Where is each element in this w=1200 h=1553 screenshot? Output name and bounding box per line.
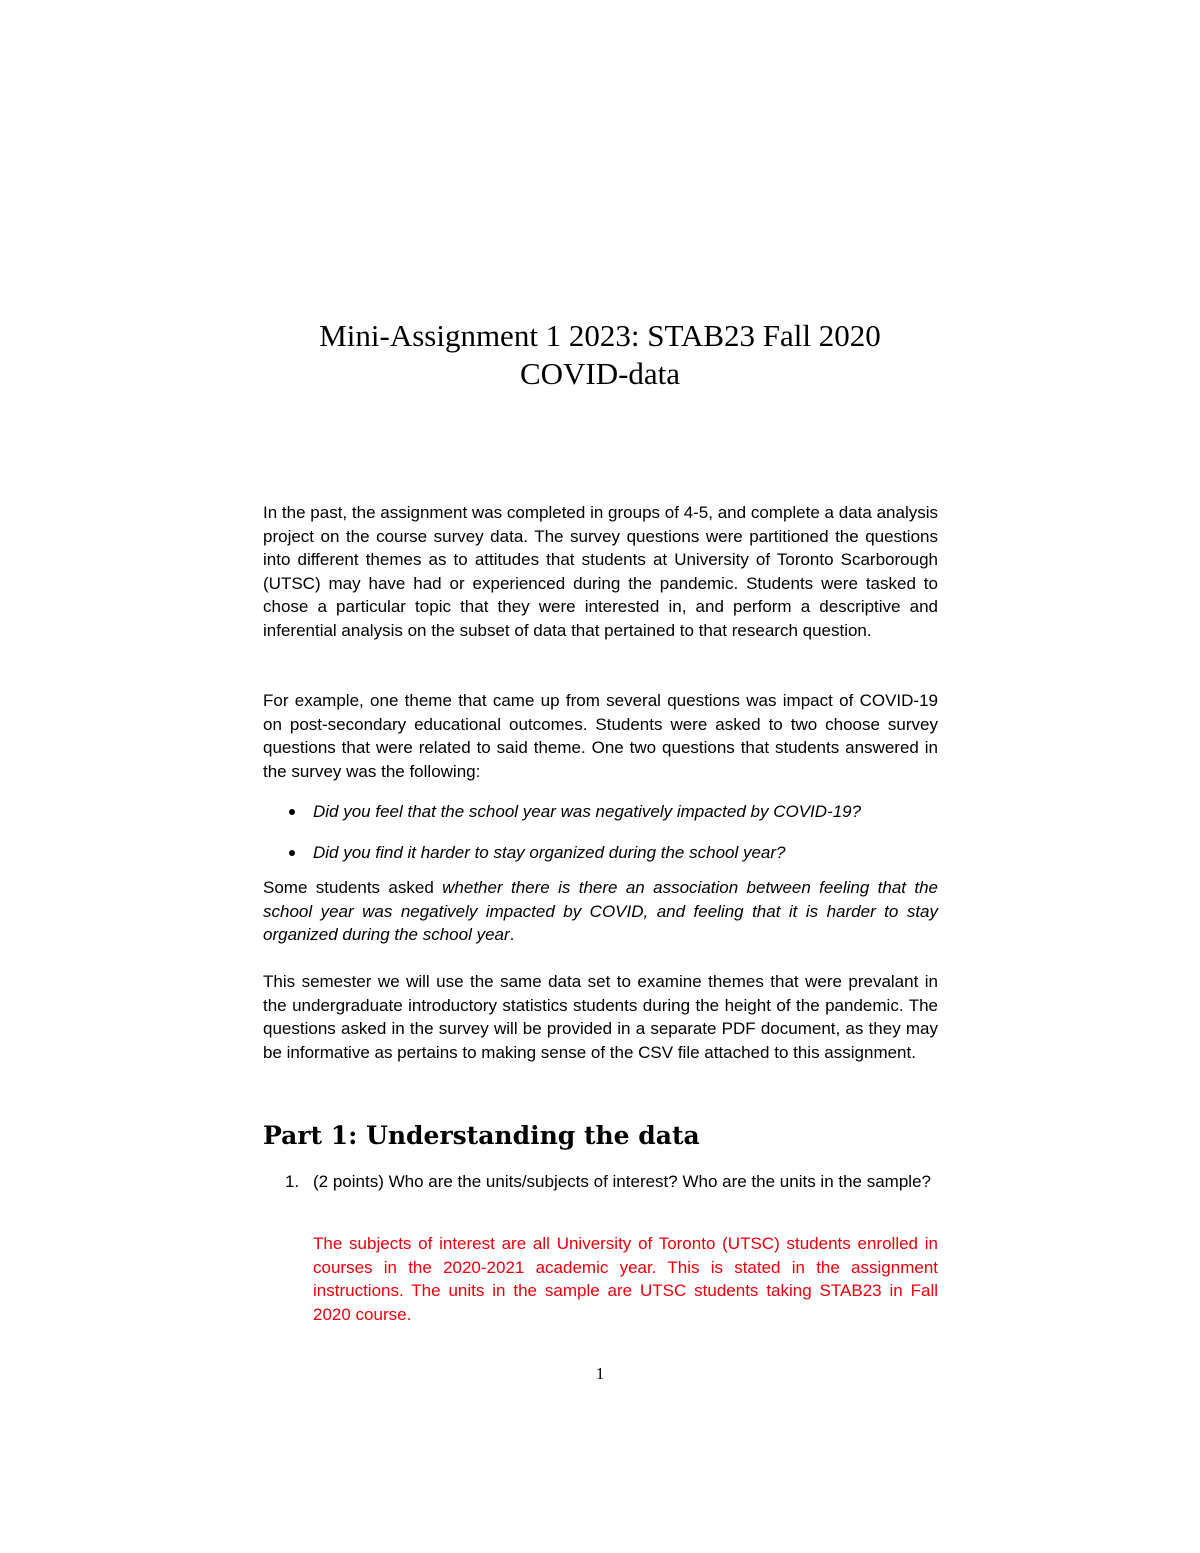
intro-paragraph: In the past, the assignment was completed in groups of 4-5, and complete a data analysis project on the course survey data. The survey questions were partitioned the questions into different themes as to attitudes that students at University of Toronto Scarborough (UTSC) may have had or experienced during the pandemic. Students were tasked to chose a particular topic that they were interested in, and perform a descriptive and inferential analysis on the subset of data that pertained to that research question. [263, 503, 938, 640]
bullet-text: Did you feel that the school year was negatively impacted by COVID-19? [313, 802, 862, 821]
survey-question-list [263, 800, 938, 882]
association-end: . [509, 925, 515, 944]
association-paragraph [263, 876, 938, 947]
question-answer: The subjects of interest are all University of Toronto (UTSC) students enrolled in courses in the 2020-2021 academic year. This is stated in the assignment instructions. The units in the sample are UTSC students taking STAB23 in Fall 2020 course. [313, 1234, 938, 1324]
document-title [200, 317, 1000, 393]
part1-heading: Part 1: Understanding the data [263, 1121, 700, 1150]
question-text: (2 points) Who are the units/subjects of interest? Who are the units in the sample? [313, 1172, 931, 1191]
bullet-item [263, 800, 938, 841]
example-paragraph: For example, one theme that came up from several questions was impact of COVID-19 on post-secondary educational outcomes. Students were asked to two choose survey questions that were related to said theme. One two questions that students answered in the survey was the following: [263, 691, 938, 781]
association-lead: Some students asked [263, 878, 443, 897]
association-question: whether there is there an association between feeling that the school year was negatively impacted by COVID, and feeling that it is harder to stay organized during the school year [263, 878, 938, 944]
title-line-1: Mini-Assignment 1 2023: STAB23 Fall 2020 [319, 318, 881, 353]
semester-paragraph: This semester we will use the same data set to examine themes that were prevalant in the undergraduate introductory statistics students during the height of the pandemic. The questions asked in the survey will be provided in a separate PDF document, as they may be informative as pertains to making sense of the CSV file attached to this assignment. [263, 972, 938, 1062]
question-number: 1. [285, 1172, 300, 1191]
page-number: 1 [595, 1364, 605, 1383]
title-line-2: COVID-data [519, 356, 681, 391]
bullet-dot-icon [289, 809, 295, 815]
question-item [263, 1170, 938, 1194]
bullet-dot-icon [289, 850, 295, 856]
bullet-text: Did you find it harder to stay organized during the school year? [313, 843, 786, 862]
